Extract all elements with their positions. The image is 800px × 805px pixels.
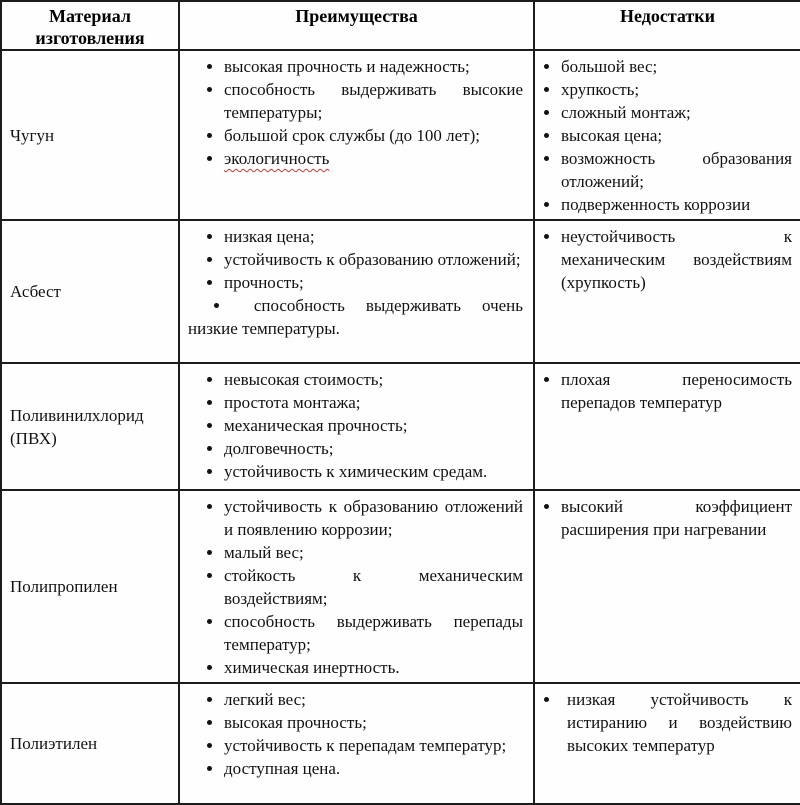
advantage-item: • простота монтажа; [224,391,523,414]
table-header [1,1,800,50]
advantage-item: • устойчивость к перепадам температур; [224,734,523,757]
advantages-list [180,688,533,780]
disadvantage-item: • неустойчивость к механическим воздействиям (хрупкость) [561,225,792,294]
table-row [1,50,800,220]
disadvantage-item: • высокий коэффициент расширения при нагревании [561,495,792,541]
table-row [1,220,800,363]
material-cell: Чугун [1,50,179,220]
disadvantages-list [535,368,800,414]
advantage-item: • способность выдерживать перепады температур; [224,610,523,656]
disadvantages-cell [534,363,800,490]
disadvantage-item: • плохая переносимость перепадов температур [561,368,792,414]
advantages-cell [179,220,534,363]
disadvantages-cell [534,683,800,804]
advantages-list [180,225,533,340]
disadvantage-item: • возможность образования отложений; [561,147,792,193]
advantage-item: • стойкость к механическим воздействиям; [224,564,523,610]
advantages-list [180,495,533,679]
material-cell: Асбест [1,220,179,363]
disadvantages-cell [534,490,800,683]
advantage-item [224,147,523,170]
advantage-item: • невысокая стоимость; [224,368,523,391]
advantage-item: • устойчивость к образованию отложений; [224,248,523,271]
material-cell: Полипропилен [1,490,179,683]
advantage-item: • механическая прочность; [224,414,523,437]
advantage-item: • устойчивость к химическим средам. [224,460,523,483]
advantage-item: • химическая инертность. [224,656,523,679]
advantage-item: • прочность; [224,271,523,294]
header-advantages: Преимущества [179,1,534,50]
advantage-item: • малый вес; [224,541,523,564]
advantages-cell [179,683,534,804]
spellcheck-underlined-text: экологичность [224,149,330,168]
header-row [1,1,800,50]
advantage-item: • способность выдерживать очень низкие температуры. [188,294,523,340]
advantage-item: • долговечность; [224,437,523,460]
table-row [1,683,800,804]
disadvantages-list [535,495,800,541]
table-row [1,363,800,490]
header-material: Материал изготовления [1,1,179,50]
disadvantage-item: • сложный монтаж; [561,101,792,124]
advantage-item: • способность выдерживать высокие температуры; [224,78,523,124]
advantages-list [180,368,533,483]
disadvantage-item: • подверженность коррозии [561,193,792,216]
advantages-cell [179,490,534,683]
disadvantages-list [535,225,800,294]
table-body [1,50,800,804]
advantage-item: • высокая прочность; [224,711,523,734]
advantage-item: • легкий вес; [224,688,523,711]
disadvantage-item: • низкая устойчивость к истиранию и воздействию высоких температур [561,688,792,757]
advantages-list [180,55,533,170]
table-row [1,490,800,683]
disadvantages-list [535,688,800,757]
material-cell: Поливинилхлорид (ПВХ) [1,363,179,490]
disadvantage-item: • хрупкость; [561,78,792,101]
disadvantage-item: • большой вес; [561,55,792,78]
disadvantages-cell [534,50,800,220]
advantage-item: • доступная цена. [224,757,523,780]
material-cell: Полиэтилен [1,683,179,804]
advantage-item: • большой срок службы (до 100 лет); [224,124,523,147]
advantage-item: • высокая прочность и надежность; [224,55,523,78]
advantage-item: • низкая цена; [224,225,523,248]
advantages-cell [179,50,534,220]
disadvantages-list [535,55,800,216]
header-disadvantages: Недостатки [534,1,800,50]
advantages-cell [179,363,534,490]
disadvantages-cell [534,220,800,363]
advantage-item: • устойчивость к образованию отложений и появлению коррозии; [224,495,523,541]
disadvantage-item: • высокая цена; [561,124,792,147]
